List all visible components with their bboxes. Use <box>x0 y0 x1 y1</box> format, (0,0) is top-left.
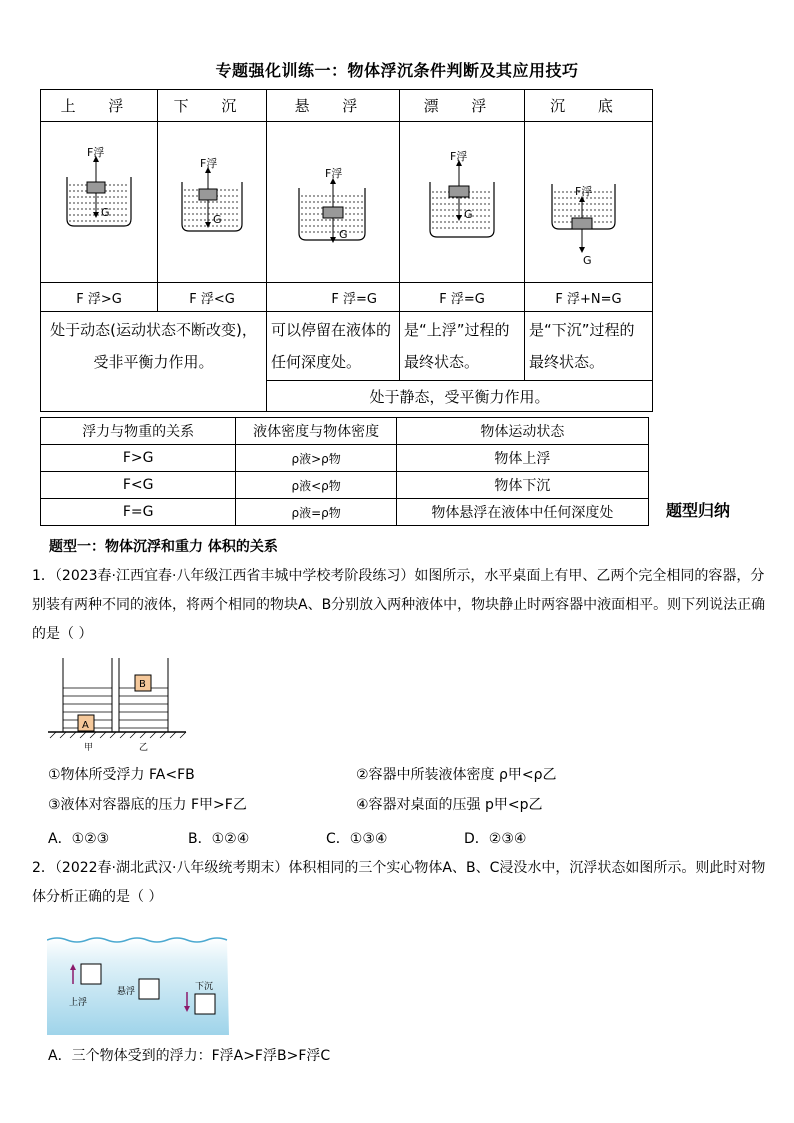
col-header-density: 液体密度与物体密度 <box>236 418 396 445</box>
relation-rise: F 浮>G <box>41 283 158 312</box>
table-row: F=G ρ液=ρ物 物体悬浮在液体中任何深度处 <box>41 499 649 526</box>
header-float: 漂 浮 <box>400 90 525 122</box>
svg-text:F浮: F浮 <box>450 150 468 163</box>
svg-text:G: G <box>464 208 473 221</box>
section-heading: 题型一：物体沉浮和重力 体积的关系 <box>49 539 278 555</box>
desc-float: 是“上浮”过程的最终状态。 <box>400 312 525 381</box>
table-row: F<G ρ液<ρ物 物体下沉 <box>41 472 649 499</box>
question-2-figure <box>47 932 229 1035</box>
svg-text:F浮: F浮 <box>325 167 343 180</box>
desc-suspend: 可以停留在液体的任何深度处。 <box>267 312 400 381</box>
figure-suspend <box>267 122 400 283</box>
svg-text:A: A <box>82 720 89 731</box>
question-2-text: 2．（2022春·湖北武汉·八年级统考期末）体积相同的三个实心物体A、B、C浸没水中，沉浮状态如图所示。则此时对物体分析正确的是（ ） <box>32 860 766 905</box>
svg-text:G: G <box>213 213 222 226</box>
header-bottom: 沉 底 <box>525 90 653 122</box>
col-header-state: 物体运动状态 <box>396 418 648 445</box>
q1-item-1: ①物体所受浮力 FA<FB <box>48 767 195 783</box>
relation-suspend: F 浮=G <box>267 283 400 312</box>
header-suspend: 悬 浮 <box>267 90 400 122</box>
figure-bottom <box>525 122 653 283</box>
q2-option-a[interactable]: A．三个物体受到的浮力：F浮A>F浮B>F浮C <box>48 1048 331 1064</box>
svg-text:悬浮: 悬浮 <box>117 987 136 997</box>
svg-text:F浮: F浮 <box>200 157 218 170</box>
q1-item-4: ④容器对桌面的压强 p甲<p乙 <box>356 797 543 813</box>
figure-rise <box>41 122 158 283</box>
q1-item-3: ③液体对容器底的压力 F甲>F乙 <box>48 797 247 813</box>
q1-option-b[interactable]: B．①②④ <box>188 831 250 847</box>
svg-text:G: G <box>101 206 110 219</box>
relation-bottom: F 浮+N=G <box>525 283 653 312</box>
svg-text:B: B <box>139 679 146 690</box>
q1-option-c[interactable]: C．①③④ <box>326 831 388 847</box>
relation-sink: F 浮<G <box>158 283 267 312</box>
svg-text:下沉: 下沉 <box>195 982 214 992</box>
svg-text:乙: 乙 <box>139 743 149 753</box>
header-sink: 下 沉 <box>158 90 267 122</box>
svg-text:G: G <box>339 228 348 241</box>
svg-text:F浮: F浮 <box>575 185 593 198</box>
col-header-force: 浮力与物重的关系 <box>41 418 236 445</box>
float-sink-table <box>40 89 653 412</box>
relation-table <box>40 417 649 526</box>
svg-text:上浮: 上浮 <box>69 998 88 1008</box>
desc-bottom: 是“下沉”过程的最终状态。 <box>525 312 653 381</box>
q1-option-a[interactable]: A．①②③ <box>48 831 110 847</box>
page-title: 专题强化训练一：物体浮沉条件判断及其应用技巧 <box>215 61 579 80</box>
side-label: 题型归纳 <box>666 501 731 520</box>
header-rise: 上 浮 <box>41 90 158 122</box>
svg-text:G: G <box>583 254 592 267</box>
q1-option-d[interactable]: D．②③④ <box>464 831 527 847</box>
desc-dynamic: 处于动态(运动状态不断改变)，受非平衡力作用。 <box>41 312 267 412</box>
relation-float: F 浮=G <box>400 283 525 312</box>
svg-text:甲: 甲 <box>84 743 94 753</box>
desc-static: 处于静态，受平衡力作用。 <box>267 381 653 412</box>
svg-text:F浮: F浮 <box>87 146 105 159</box>
figure-float <box>400 122 525 283</box>
q1-item-2: ②容器中所装液体密度 ρ甲<ρ乙 <box>356 767 557 783</box>
table-row: F>G ρ液>ρ物 物体上浮 <box>41 445 649 472</box>
question-1-figure <box>48 658 188 754</box>
question-1-text: 1．（2023春·江西宜春·八年级江西省丰城中学校考阶段练习）如图所示，水平桌面上有甲、乙两个完全相同的容器，分别装有两种不同的液体，将两个相同的物块A、B分别放入两种液体中，物块静止时两容器中液面相平。则下列说法正确的是（ ） <box>32 568 766 642</box>
figure-sink <box>158 122 267 283</box>
